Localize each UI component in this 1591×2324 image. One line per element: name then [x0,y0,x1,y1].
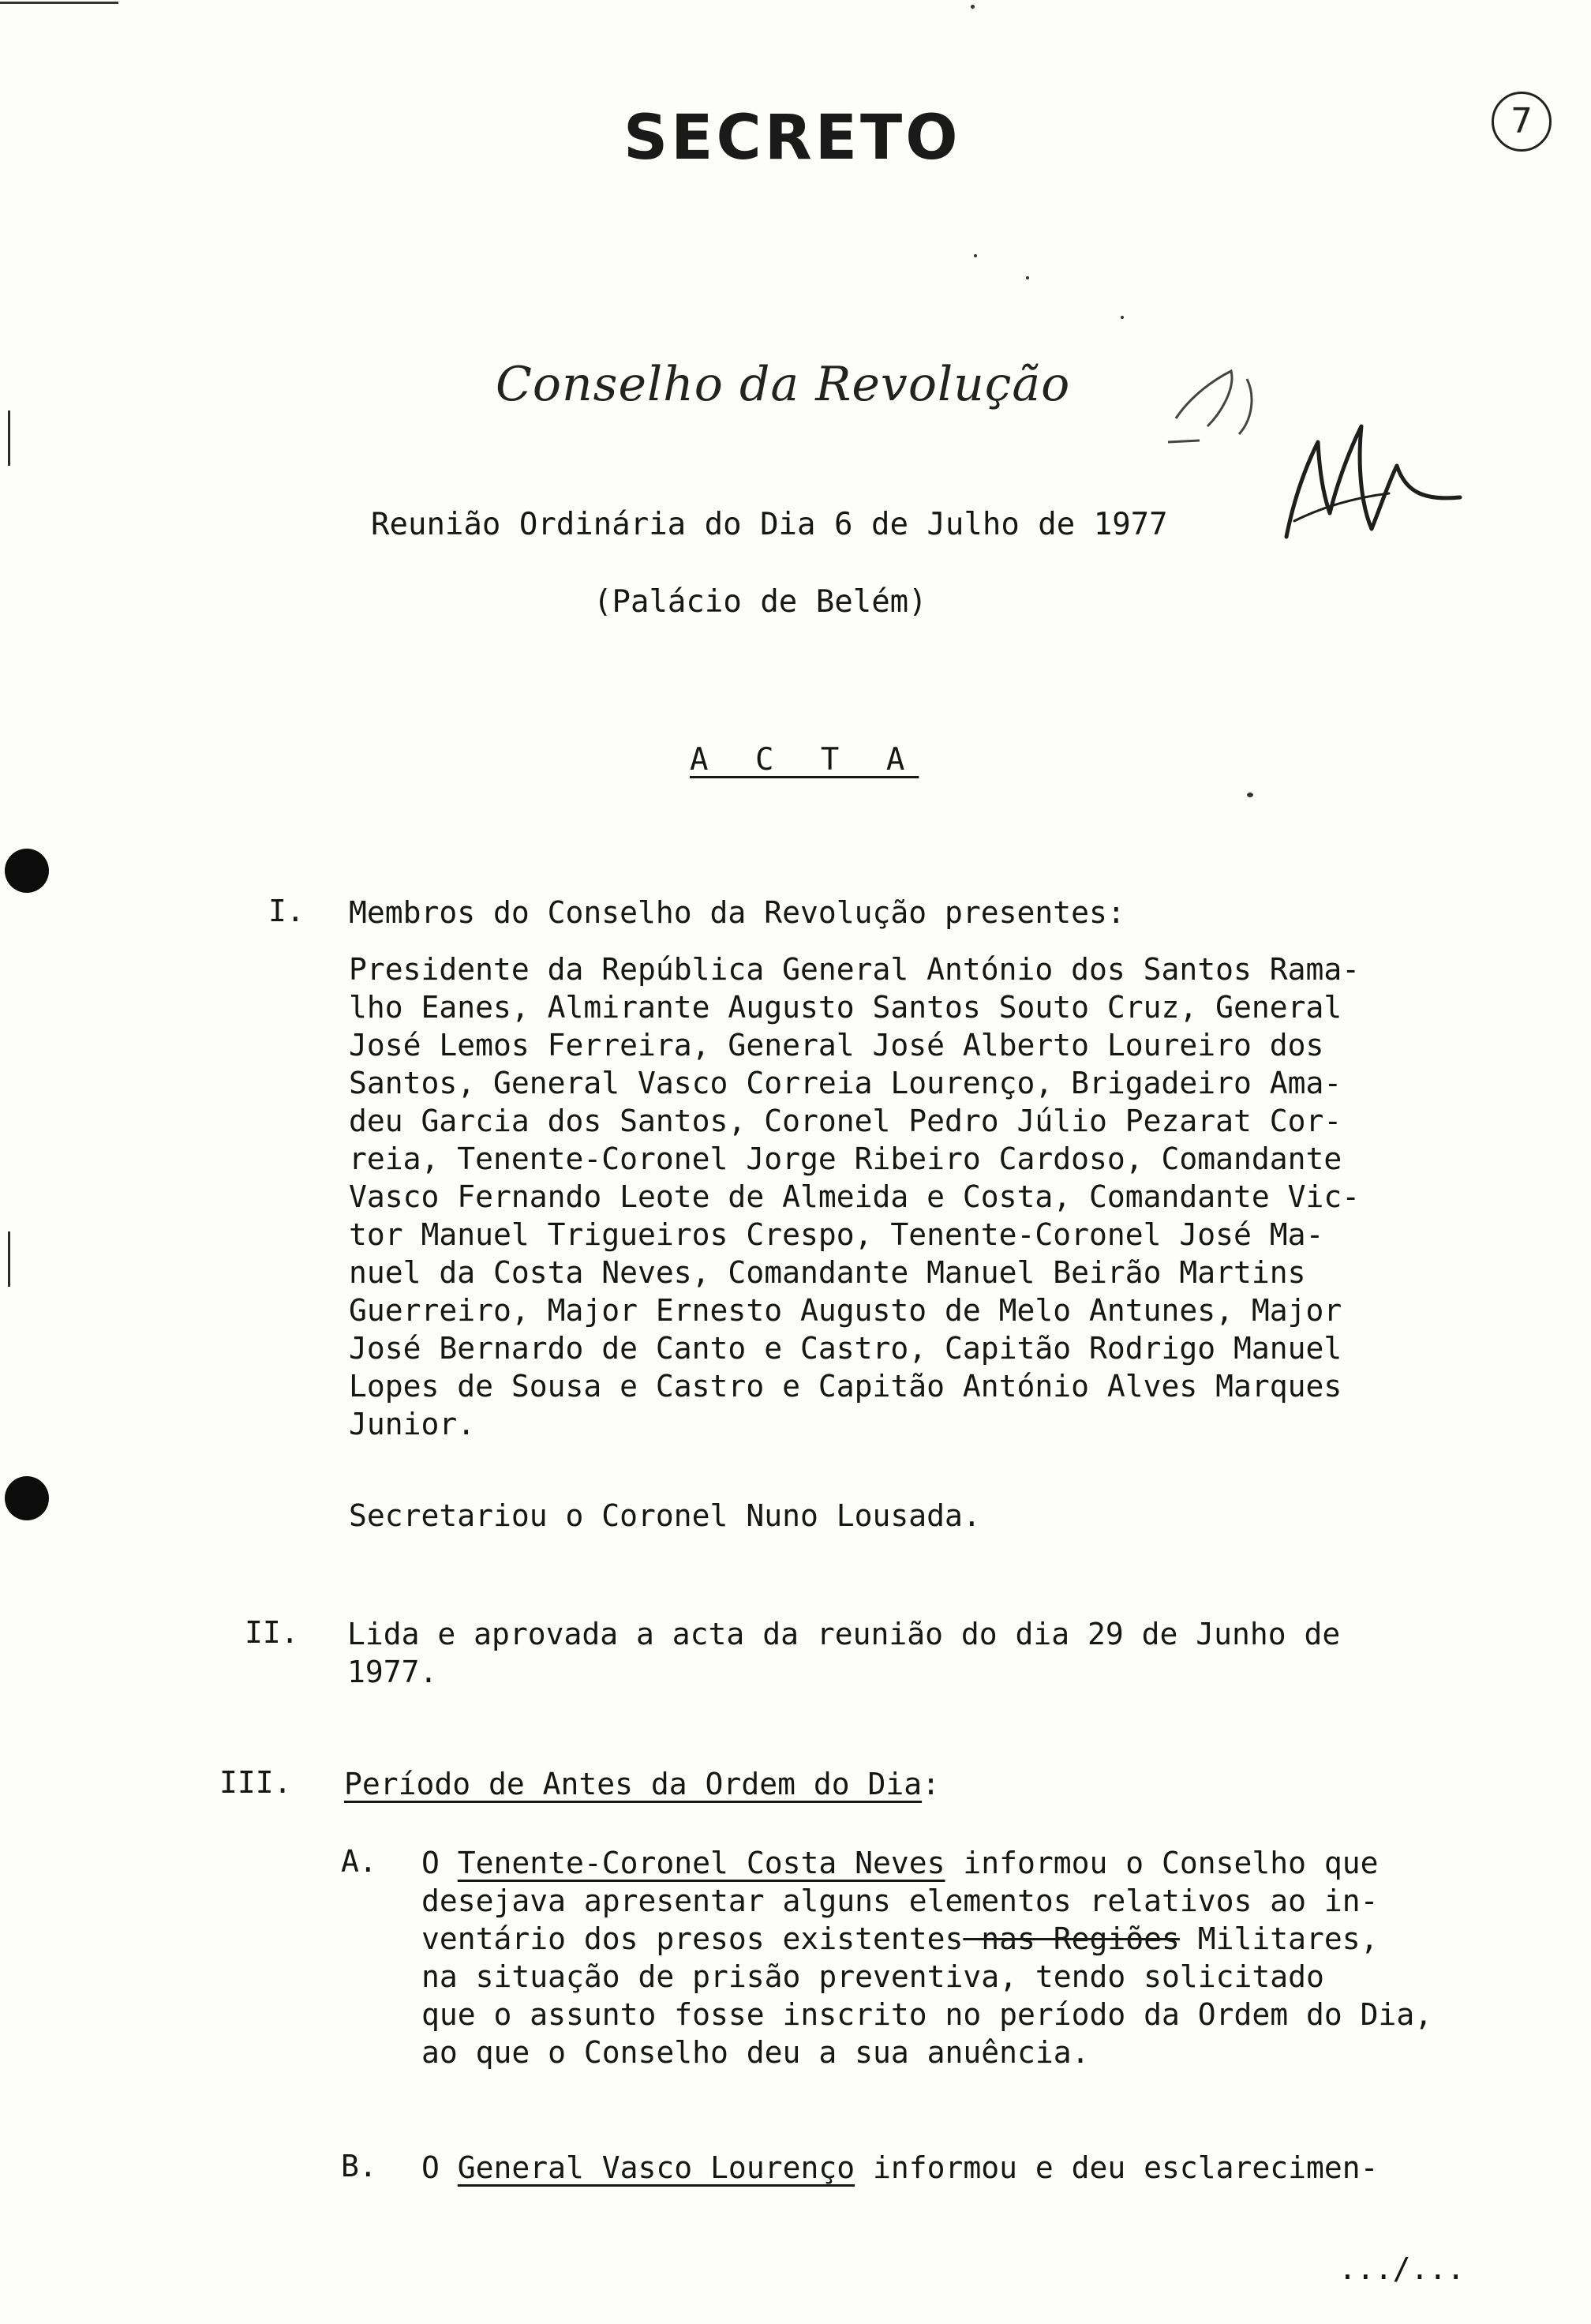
secretary-line: Secretariou o Coronel Nuno Lousada. [349,1498,981,1533]
item-a-line: na situação de prisão preventiva, tendo solicitado [421,1959,1324,1994]
item-letter: B. [341,2149,377,2183]
section-heading: Membros do Conselho da Revolução presentes: [349,895,1125,930]
text-fragment: ventário dos presos existentes [421,1921,964,1956]
document-title: A C T A [690,742,919,778]
person-name: General Vasco Lourenço [457,2150,855,2185]
item-a-paragraph [421,1844,1432,2071]
struck-text: nas Regiões [963,1921,1180,1956]
approval-line: 1977. [347,1655,438,1689]
person-name: Tenente-Coronel Costa Neves [457,1846,945,1880]
members-line: lho Eanes, Almirante Augusto Santos Souto Cruz, General [349,990,1342,1025]
members-line: Junior. [349,1407,476,1441]
item-letter: A. [341,1844,377,1879]
scan-edge-mark [8,1231,10,1287]
members-line: Santos, General Vasco Correia Lourenço, Brigadeiro Ama- [349,1066,1342,1100]
members-list [349,950,1360,1443]
scan-speck [1026,276,1029,279]
punch-hole [5,1476,49,1520]
margin-scribble [1160,347,1302,458]
members-line: José Lemos Ferreira, General José Alberto Loureiro dos [349,1028,1324,1063]
section-heading [344,1765,940,1803]
members-line: Lopes de Sousa e Castro e Capitão António Alves Marques [349,1369,1342,1404]
meeting-title: Reunião Ordinária do Dia 6 de Julho de 1977 [371,507,1168,542]
scan-speck [1247,793,1253,797]
section-numeral: I. [268,894,305,928]
members-line: nuel da Costa Neves, Comandante Manuel Beirão Martins [349,1255,1306,1290]
section-heading-text: Período de Antes da Ordem do Dia [344,1767,923,1801]
section-numeral: II. [245,1615,299,1650]
text-fragment: informou e deu esclarecimen- [855,2150,1379,2185]
scan-speck [974,254,977,257]
text-fragment: O [421,1846,458,1880]
text-fragment: Militares, [1179,1921,1379,1956]
members-line: Presidente da República General António dos Santos Rama- [349,952,1361,987]
punch-hole [5,849,49,893]
scan-edge-mark [0,2,118,4]
item-a-line: ao que o Conselho deu a sua anuência. [421,2035,1090,2070]
members-line: Vasco Fernando Leote de Almeida e Costa, Comandante Vic- [349,1179,1361,1214]
text-fragment: O [421,2150,458,2185]
continuation-marker: .../... [1338,2251,1466,2286]
scan-speck [971,5,975,9]
members-line: Guerreiro, Major Ernesto Augusto de Melo Antunes, Major [349,1293,1342,1328]
item-a-line [421,1920,1432,1958]
meeting-location: (Palácio de Belém) [593,584,927,620]
item-a-line [421,1844,1432,1882]
approval-paragraph [347,1615,1340,1691]
heading-colon: : [922,1767,940,1801]
members-line: tor Manuel Trigueiros Crespo, Tenente-Coronel José Ma- [349,1217,1324,1252]
item-a-line: desejava apresentar alguns elementos relativos ao in- [421,1884,1379,1918]
letterhead: Conselho da Revolução [496,357,1071,412]
item-a-line: que o assunto fosse inscrito no período da Ordem do Dia, [421,1997,1433,2032]
item-b-line [421,2149,1379,2187]
text-fragment: informou o Conselho que [945,1846,1379,1880]
scan-speck [1121,316,1124,319]
members-line: reia, Tenente-Coronel Jorge Ribeiro Cardoso, Comandante [349,1141,1342,1176]
section-numeral: III. [219,1765,292,1800]
classification-stamp: SECRETO [623,103,961,174]
members-line: José Bernardo de Canto e Castro, Capitão Rodrigo Manuel [349,1331,1342,1366]
approval-line: Lida e aprovada a acta da reunião do dia 29 de Junho de [347,1617,1341,1651]
scan-edge-mark [8,410,10,466]
members-line: deu Garcia dos Santos, Coronel Pedro Júlio Pezarat Cor- [349,1104,1342,1138]
page-number-circle: 7 [1492,92,1552,152]
